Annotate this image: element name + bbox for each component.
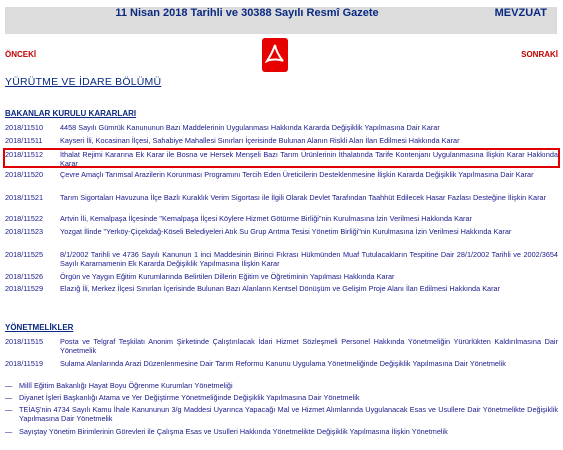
list-item[interactable] xyxy=(5,123,558,132)
group-title-bakanlar: BAKANLAR KURULU KARARLARI xyxy=(5,109,137,118)
regulation-number: 2018/11515 xyxy=(5,337,44,346)
acrobat-symbol xyxy=(265,43,285,67)
decree-number: 2018/11521 xyxy=(5,193,44,202)
mevzuat-link[interactable]: MEVZUAT xyxy=(494,7,547,19)
list-item[interactable] xyxy=(5,427,558,436)
regulation-link[interactable]: TEİAŞ'nin 4734 Sayılı Kamu İhale Kanununun 3/g Maddesi Uyarınca Yapacağı Mal ve Hizmet Alımlarında Uygulanacak Esas ve Usullere Dair Yönetmelikte Değişiklik Yapılmasına Dair Yönetmelik xyxy=(19,405,558,423)
previous-link[interactable]: ÖNCEKİ xyxy=(5,50,37,59)
regulation-link[interactable]: Sulama Alanlarında Arazi Düzenlenmesine Dair Tarım Reformu Kanunu Uygulama Yönetmeliğinde Değişiklik Yapılmasına Dair Yönetmelik xyxy=(60,359,506,368)
list-item[interactable] xyxy=(5,150,558,168)
list-item[interactable] xyxy=(5,136,558,145)
next-link[interactable]: SONRAKİ xyxy=(521,50,558,59)
decree-number: 2018/11520 xyxy=(5,170,44,179)
list-item[interactable] xyxy=(5,359,558,368)
regulation-link[interactable]: Sayıştay Yönetim Birimlerinin Görevleri ile Çalışma Esas ve Usulleri Hakkında Yönetmelikte Değişiklik Yapılmasına İlişkin Yönetmelik xyxy=(19,427,448,436)
dash-bullet: — xyxy=(5,427,13,436)
dash-bullet: — xyxy=(5,393,13,402)
list-item[interactable] xyxy=(5,227,558,236)
decree-link[interactable]: 4458 Sayılı Gümrük Kanununun Bazı Maddelerinin Uygulanması Hakkında Kararda Değişiklik Yapılmasına Dair Karar xyxy=(60,123,440,132)
decree-number: 2018/11525 xyxy=(5,250,44,259)
decree-link[interactable]: Kayseri İli, Kocasinan İlçesi, Sahabiye Mahallesi Sınırları İçerisinde Bulunan Alanın Riskli Alan İlan Edilmesi Hakkında Karar xyxy=(60,136,460,145)
regulation-link[interactable]: Diyanet İşleri Başkanlığı Atama ve Yer Değiştirme Yönetmeliğinde Değişiklik Yapılmasına Dair Yönetmelik xyxy=(19,393,360,402)
list-item[interactable] xyxy=(5,170,558,179)
dash-bullet: — xyxy=(5,381,13,390)
decree-number: 2018/11511 xyxy=(5,136,43,145)
list-item[interactable] xyxy=(5,193,558,202)
gazette-title: 11 Nisan 2018 Tarihli ve 30388 Sayılı Resmî Gazete xyxy=(115,7,379,19)
decree-number: 2018/11512 xyxy=(5,150,44,159)
regulation-number: 2018/11519 xyxy=(5,359,44,368)
pdf-icon[interactable] xyxy=(262,38,288,72)
decree-number: 2018/11510 xyxy=(5,123,44,132)
decree-link[interactable]: Tarım Sigortaları Havuzuna İlçe Bazlı Kuraklık Verim Sigortası ile İlgili Olarak Devlet Tarafından Taahhüt Edilecek Hasar Fazlası Desteğine İlişkin Karar xyxy=(60,193,546,202)
decree-number: 2018/11529 xyxy=(5,284,44,293)
decree-link[interactable]: İthalat Rejimi Kararına Ek Karar ile Bosna ve Hersek Menşeli Bazı Tarım Ürünlerinin İthalatında Tarife Kontenjanı Uygulanmasına İlişkin Karar Hakkında Karar xyxy=(60,150,558,168)
list-item[interactable] xyxy=(5,405,558,423)
decree-link[interactable]: 8/1/2002 Tarihli ve 4736 Sayılı Kanunun 1 inci Maddesinin Birinci Fıkrası Hükmünden Muaf Tutulacakların Tespitine Dair 28/1/2002 Tarihli ve 2002/3654 Sayılı Kararnamenin Ek Kararda Değişiklik Yapılmasına İlişkin Karar xyxy=(60,250,558,268)
decree-link[interactable]: Artvin İli, Kemalpaşa İlçesinde "Kemalpaşa İlçesi Köylere Hizmet Götürme Birliği"nin Kurulmasına İzin Verilmesi Hakkında Karar xyxy=(60,214,472,223)
regulation-link[interactable]: Posta ve Telgraf Teşkilatı Anonim Şirketinde Çalıştırılacak İdari Hizmet Sözleşmeli Personel Hakkında Yönetmeliğin Yürürlükten Kaldırılmasına Dair Yönetmelik xyxy=(60,337,558,355)
decree-link[interactable]: Elazığ İli, Merkez İlçesi Sınırları İçerisinde Bulunan Bazı Alanların Kentsel Dönüşüm ve Gelişim Proje Alanı İlan Edilmesi Hakkında Karar xyxy=(60,284,501,293)
list-item[interactable] xyxy=(5,381,558,390)
decree-number: 2018/11522 xyxy=(5,214,44,223)
decree-link[interactable]: Yozgat İlinde "Yerköy-Çiçekdağ-Köseli Belediyeleri Atık Su Grup Arıtma Tesisi Yönetim Birliği"nin Kurulmasına İzin Verilmesi Hakkında Karar xyxy=(60,227,512,236)
decree-number: 2018/11526 xyxy=(5,272,44,281)
dash-bullet: — xyxy=(5,405,13,414)
list-item[interactable] xyxy=(5,272,558,281)
decree-link[interactable]: Çevre Amaçlı Tarımsal Arazilerin Korunması Programını Tercih Eden Üreticilerin Desteklenmesine İlişkin Kararda Değişiklik Yapılmasına Dair Karar xyxy=(60,170,534,179)
list-item[interactable] xyxy=(5,214,558,223)
decree-number: 2018/11523 xyxy=(5,227,44,236)
list-item[interactable] xyxy=(5,393,558,402)
section-title: YÜRÜTME VE İDARE BÖLÜMÜ xyxy=(5,76,162,88)
list-item[interactable] xyxy=(5,250,558,268)
list-item[interactable] xyxy=(5,337,558,355)
group-title-yonetmelikler: YÖNETMELİKLER xyxy=(5,323,74,332)
list-item[interactable] xyxy=(5,284,558,293)
regulation-link[interactable]: Millî Eğitim Bakanlığı Hayat Boyu Öğrenme Kurumları Yönetmeliği xyxy=(19,381,233,390)
decree-link[interactable]: Örgün ve Yaygın Eğitim Kurumlarında Belirtilen Dillerin Eğitim ve Öğretiminin Yapılması Hakkında Karar xyxy=(60,272,395,281)
